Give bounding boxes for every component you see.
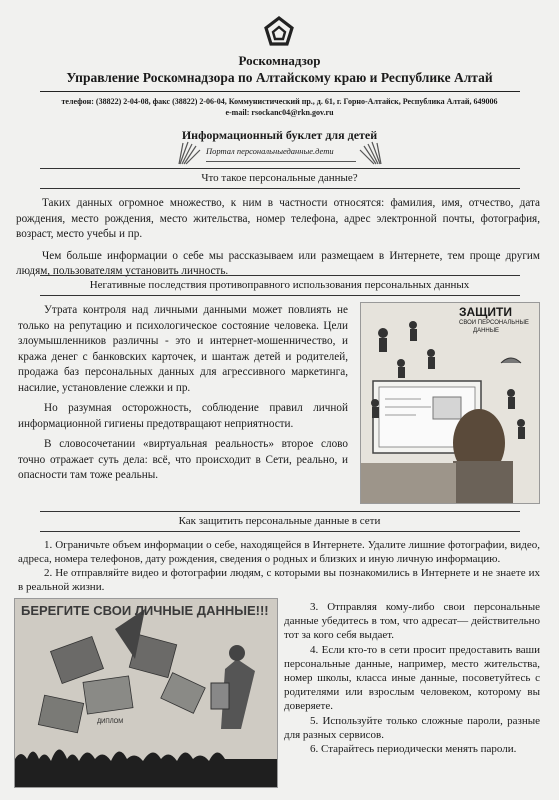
section-3-heading: Как защитить персональные данные в сети xyxy=(178,515,381,527)
section-2-paragraph-2: Но разумная осторожность, соблюдение правил личной информационной гигиены предотвращают неприятности. xyxy=(18,402,348,430)
contacts xyxy=(0,96,559,118)
contacts-line-2: e-mail: rsockanc04@rkn.gov.ru xyxy=(225,108,334,117)
portal-banner xyxy=(178,140,382,166)
crowd-drawing-icon xyxy=(15,599,277,787)
rule-4: 4. Если кто-то в сети просит предоставить ваши персональные данные, например, место жительства, номер школы, класса иные данные, посоветуйтесь с родителями или взрослым человеком, которому вы доверяете. xyxy=(284,643,540,713)
hand-drawn-decoration-icon xyxy=(178,140,202,166)
section-1-top-rule xyxy=(40,168,520,169)
section-1-paragraph-2: Чем больше информации о себе мы рассказываем или размещаем в Интернете, тем проще другим людям, пользователям установить личность. xyxy=(16,249,540,277)
section-2-body xyxy=(18,303,348,484)
section-2-paragraph-3: В словосочетании «виртуальная реальность» второе слово точно отражает суть дела: всё, что происходит в Сети, реально, и опасности там тоже реальны. xyxy=(18,438,348,481)
section-1-paragraph-1: Таких данных огромное множество, к ним в частности относятся: фамилия, имя, отчество, дата рождения, место рождения, место жительства, номер телефона, адрес электронной почты, фотография, возраст, место учебы и пр. xyxy=(16,197,540,240)
rule-2: 2. Не отправляйте видео и фотографии людям, с которыми вы познакомились в Интернете и не знаете их в реальной жизни. xyxy=(18,567,540,593)
section-1-bottom-rule xyxy=(40,188,520,189)
header-divider xyxy=(40,91,520,92)
section-2-top-rule xyxy=(40,275,520,276)
section-2-bottom-rule xyxy=(40,295,520,296)
hand-drawn-decoration-icon xyxy=(358,140,382,166)
rule-1: 1. Ограничьте объем информации о себе, находящейся в Интернете. Удалите лишние фотографии, видео, адреса, номера телефонов, дату рождения, сведения о родных и близких и иную личную информацию. xyxy=(18,539,540,565)
org-full-name: Управление Роскомнадзора по Алтайскому краю и Республике Алтай xyxy=(66,70,493,85)
org-short-name: Роскомнадзор xyxy=(238,53,321,68)
section-1-body xyxy=(16,196,540,280)
section-1-heading: Что такое персональные данные? xyxy=(201,172,358,184)
contacts-line-1: телефон: (38822) 2-04-08, факс (38822) 2-06-04, Коммунистический пр., д. 61, г. Горно-Алтайск, Республика Алтай, 649006 xyxy=(61,97,498,106)
illustration-2-caption: БЕРЕГИТЕ СВОИ ЛИЧНЫЕ ДАННЫЕ!!! xyxy=(21,603,269,618)
rule-5: 5. Используйте только сложные пароли, разные для разных сервисов. xyxy=(284,714,540,741)
rule-3: 3. Отправляя кому-либо свои персональные данные убедитесь в том, что адресат— действительно тот за кого себя выдает. xyxy=(284,601,540,642)
section-3-top-rules xyxy=(18,538,540,594)
banner-underline xyxy=(206,161,356,162)
section-3-bottom-rule xyxy=(40,531,520,532)
portal-banner-text: Портал персональныеданные.дети xyxy=(206,146,334,156)
illustration-2-diploma-label: ДИПЛОМ xyxy=(97,719,124,725)
rule-6: 6. Старайтесь периодически менять пароли. xyxy=(310,743,517,756)
protect-data-illustration xyxy=(360,302,540,504)
illustration-caption-2: СВОИ ПЕРСОНАЛЬНЫЕ xyxy=(459,320,529,326)
section-3-top-rule xyxy=(40,511,520,512)
illustration-caption-1: ЗАЩИТИ xyxy=(459,305,512,319)
booklet-title: Информационный буклет для детей xyxy=(181,128,378,142)
illustration-caption-3: ДАННЫЕ xyxy=(473,328,500,334)
computer-user-drawing-icon xyxy=(361,303,539,503)
roskomnadzor-logo-icon xyxy=(258,14,300,54)
section-3-side-rules xyxy=(284,600,540,756)
section-2-paragraph-1: Утрата контроля над личными данными может повлиять не только на репутацию и психологическое состояние человека. Цели злоумышленников различны - это и интернет-мошенничество, и кража денег с банковских карточек, и шантаж детей и родителей, продажа баз персональных данных для агрессивного маркетинга, насилие, установление слежки и пр. xyxy=(18,304,348,394)
keep-data-illustration xyxy=(14,598,278,788)
section-2-heading: Негативные последствия противоправного использования персональных данных xyxy=(89,279,470,291)
